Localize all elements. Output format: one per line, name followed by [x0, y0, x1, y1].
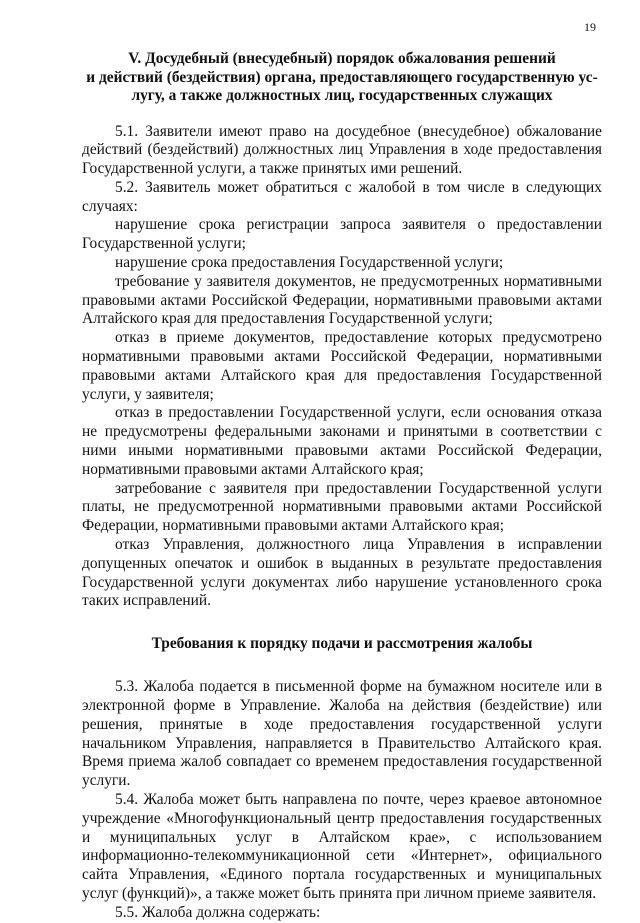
complaints-body	[82, 678, 602, 922]
case-item: затребование с заявителя при предоставлении Государственной услуги платы, не предусмотренной нормативными правовыми актами Российской Федерации, нормативными правовыми актами Алтайского края;	[82, 479, 602, 535]
paragraph-5-3: 5.3. Жалоба подается в письменной форме на бумажном носителе или в электронной форме в Управление. Жалоба на действия (бездействие) или решения, принятые в ходе предоставления государственной услуги начальником Управления, направляется в Правительство Алтайского края. Время приема жалоб совпадает со временем предоставления государственной услуги.	[82, 678, 602, 790]
section-v-heading-line: и действий (бездействия) органа, предоставляющего государственную ус-	[86, 68, 598, 86]
case-item: нарушение срока регистрации запроса заявителя о предоставлении Государственной услуги;	[82, 216, 602, 253]
page-number: 19	[584, 20, 596, 34]
complaints-heading: Требования к порядку подачи и рассмотрения жалобы	[151, 635, 533, 653]
section-v-heading-line: V. Досудебный (внесудебный) порядок обжалования решений	[128, 50, 556, 67]
spacer	[82, 106, 602, 123]
case-item: нарушение срока предоставления Государственной услуги;	[115, 254, 504, 272]
section-v-heading	[82, 50, 602, 106]
paragraph-5-1: 5.1. Заявители имеют право на досудебное (внесудебное) обжалование действий (бездействий) должностных лиц Управления в ходе предоставления Государственной услуги, а также принятых ими решений.	[82, 122, 602, 178]
paragraph-5-2: 5.2. Заявитель может обратиться с жалобой в том числе в следующих случаях:	[82, 178, 602, 215]
document-body	[82, 50, 602, 923]
case-item: отказ в приеме документов, предоставление которых предусмотрено нормативными правовыми актами Российской Федерации, нормативными правовыми актами Алтайского края для предоставления Государственной услуги, у заявителя;	[82, 329, 602, 403]
case-item: отказ в предоставлении Государственной услуги, если основания отказа не предусмотрены федеральными законами и принятыми в соответствии с ними иными нормативными правовыми актами Российской Федерации, нормативными правовыми актами Алтайского края;	[82, 404, 602, 478]
section-v-body	[82, 123, 602, 612]
section-v-heading-line: лугу, а также должностных лиц, государственных служащих	[131, 87, 553, 104]
case-item: отказ Управления, должностного лица Управления в исправлении допущенных опечаток и ошибок в выданных в результате предоставления Государственной услуги документах либо нарушение установленного срока таких исправлений.	[82, 536, 602, 610]
case-item: требование у заявителя документов, не предусмотренных нормативными правовыми актами Российской Федерации, нормативными правовыми актами Алтайского края для предоставления Государственной услуги;	[82, 272, 602, 328]
paragraph-5-4: 5.4. Жалоба может быть направлена по почте, через краевое автономное учреждение «Многофункциональный центр предоставления государственных и муниципальных услуг в Алтайском крае», с использованием информационно-телекоммуникационной сети «Интернет», официального сайта Управления, «Единого портала государственных и муниципальных услуг (функций)», а также может быть принята при личном приеме заявителя.	[82, 791, 602, 902]
paragraph-5-5: 5.5. Жалоба должна содержать:	[115, 903, 321, 921]
